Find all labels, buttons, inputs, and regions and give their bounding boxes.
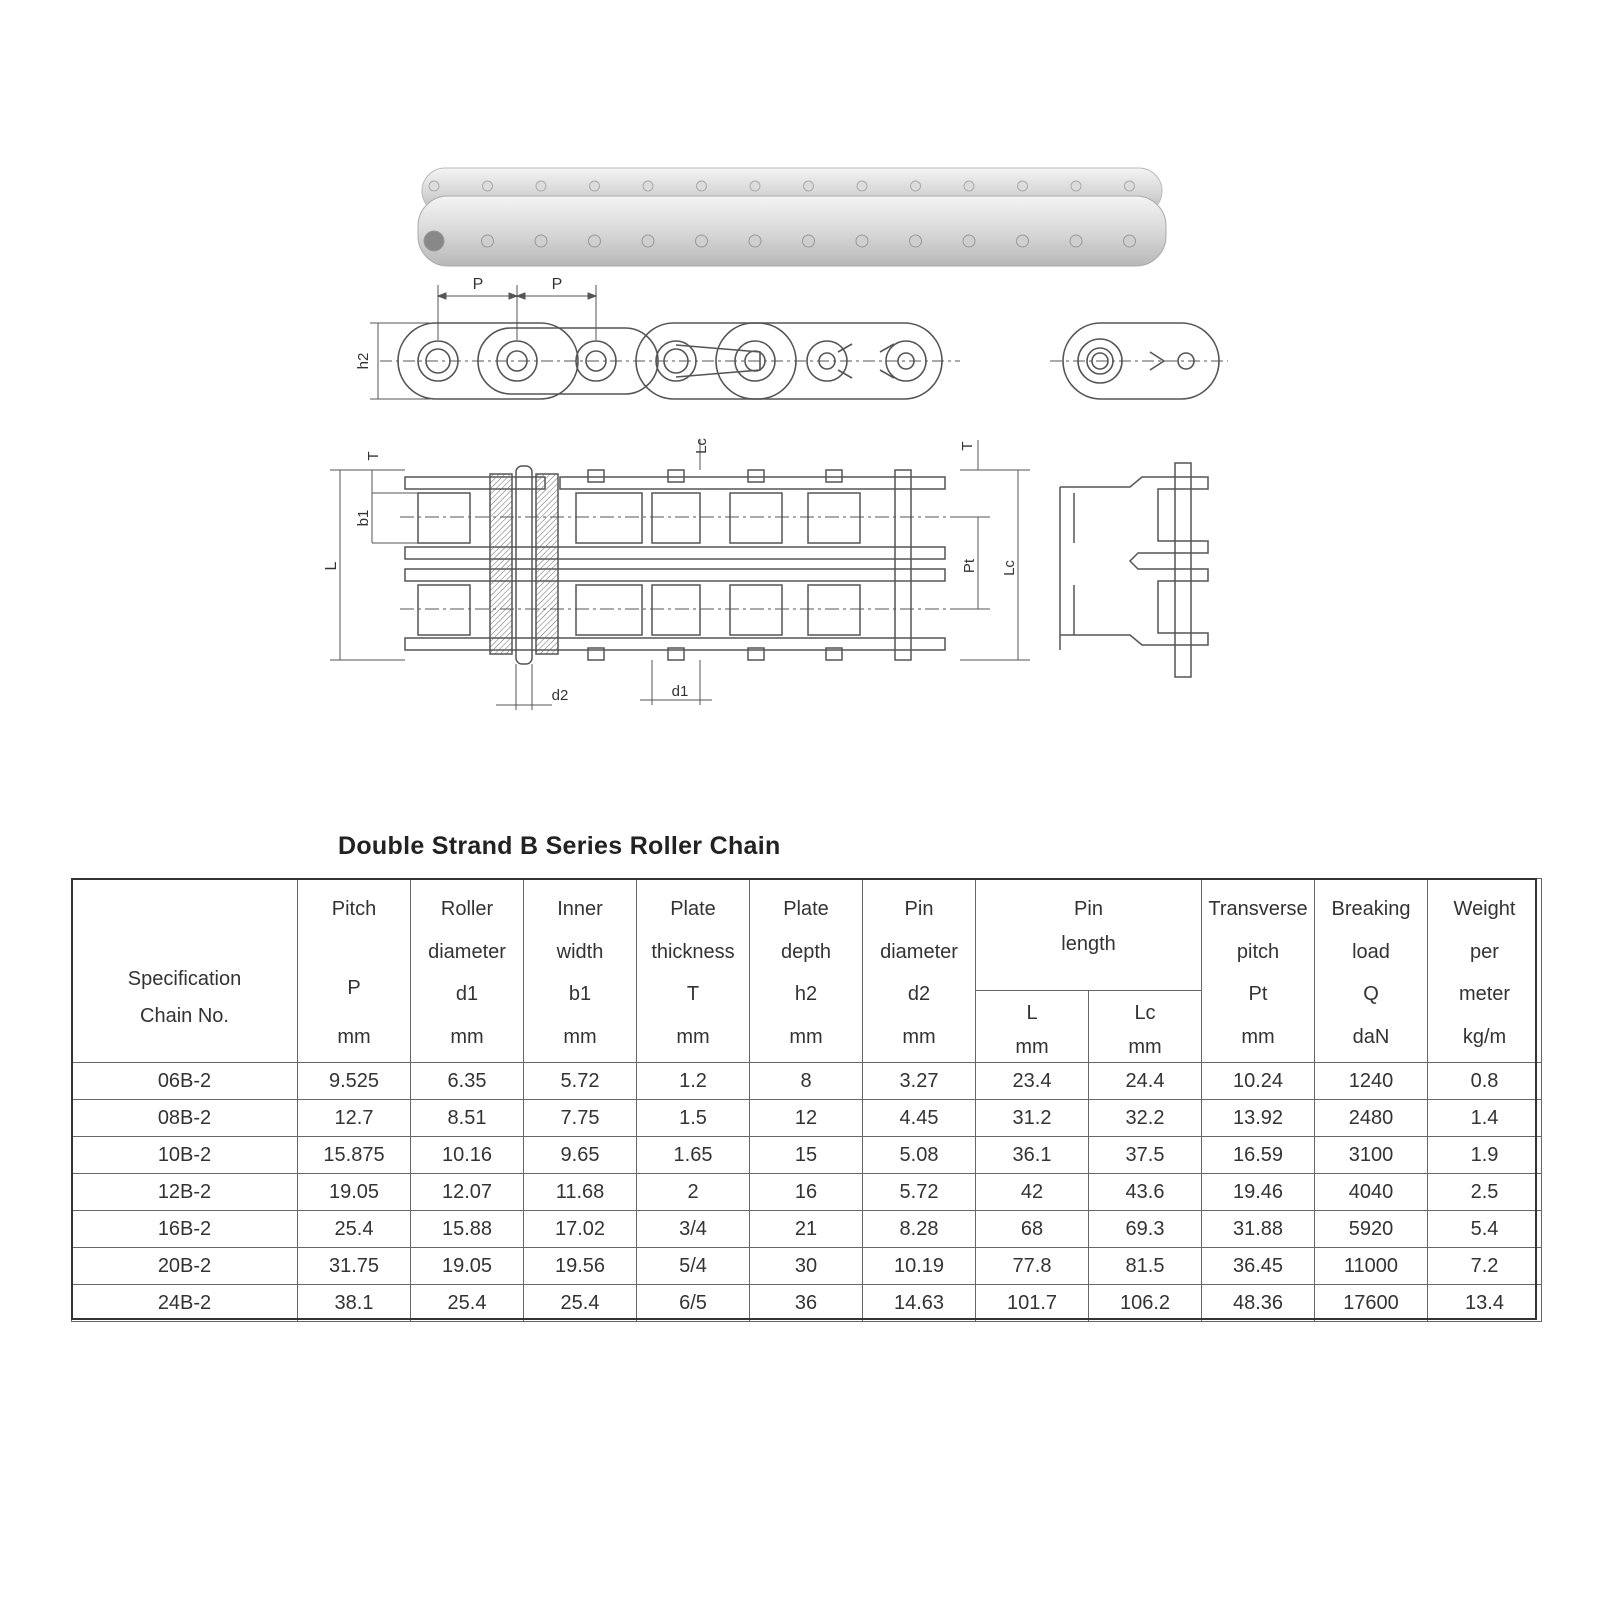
photo-pin <box>429 181 439 191</box>
table-cell: 15 <box>750 1137 863 1174</box>
photo-pin <box>696 235 708 247</box>
table-cell: 7.75 <box>524 1100 637 1137</box>
photo-pin <box>643 181 653 191</box>
chain-end-plan-view <box>1060 463 1208 677</box>
table-row <box>72 1063 1542 1100</box>
table-cell: 30 <box>750 1248 863 1285</box>
dim-label-t-right: T <box>959 441 976 451</box>
table-cell: 12.7 <box>298 1100 411 1137</box>
dim-label-pt: Pt <box>961 558 978 574</box>
dim-label-t-top: T <box>365 451 382 461</box>
table-cell: 1.9 <box>1428 1137 1542 1174</box>
table-cell: 2480 <box>1315 1100 1428 1137</box>
header-plate-depth: Plate depth h2 mm <box>750 879 863 1063</box>
table-cell: 15.875 <box>298 1137 411 1174</box>
photo-pin <box>589 235 601 247</box>
header-pin-length-lc: Lc mm <box>1089 991 1202 1063</box>
header-pin-diameter: Pin diameter d2 mm <box>863 879 976 1063</box>
table-cell: 101.7 <box>976 1285 1089 1322</box>
table-cell: 25.4 <box>411 1285 524 1322</box>
table-cell: 36.1 <box>976 1137 1089 1174</box>
table-cell: 6.35 <box>411 1063 524 1100</box>
photo-pin <box>910 235 922 247</box>
table-cell: 21 <box>750 1211 863 1248</box>
photo-pin <box>1017 235 1029 247</box>
table-cell: 38.1 <box>298 1285 411 1322</box>
chain-no-cell: 20B-2 <box>72 1248 298 1285</box>
table-cell: 5.08 <box>863 1137 976 1174</box>
table-row <box>72 1248 1542 1285</box>
spec-table <box>71 878 1542 1322</box>
table-cell: 15.88 <box>411 1211 524 1248</box>
table-cell: 11.68 <box>524 1174 637 1211</box>
header-roller-diameter: Roller diameter d1 mm <box>411 879 524 1063</box>
table-cell: 13.92 <box>1202 1100 1315 1137</box>
photo-pin <box>424 231 444 251</box>
table-cell: 23.4 <box>976 1063 1089 1100</box>
table-cell: 10.24 <box>1202 1063 1315 1100</box>
table-cell: 10.19 <box>863 1248 976 1285</box>
header-pitch: Pitch P mm <box>298 879 411 1063</box>
table-cell: 17600 <box>1315 1285 1428 1322</box>
table-cell: 36 <box>750 1285 863 1322</box>
chain-side-view <box>380 323 1228 399</box>
table-cell: 7.2 <box>1428 1248 1542 1285</box>
table-cell: 2 <box>637 1174 750 1211</box>
photo-pin <box>1125 181 1135 191</box>
header-row-1 <box>72 879 1542 991</box>
table-cell: 14.63 <box>863 1285 976 1322</box>
table-cell: 5920 <box>1315 1211 1428 1248</box>
table-cell: 25.4 <box>298 1211 411 1248</box>
table-cell: 17.02 <box>524 1211 637 1248</box>
dim-label-d1: d1 <box>671 683 689 700</box>
photo-pin <box>483 181 493 191</box>
table-cell: 36.45 <box>1202 1248 1315 1285</box>
chain-no-cell: 06B-2 <box>72 1063 298 1100</box>
table-cell: 1.2 <box>637 1063 750 1100</box>
chain-photo <box>418 168 1166 266</box>
header-pin-length-l: L mm <box>976 991 1089 1063</box>
chain-plan-view <box>400 466 950 664</box>
table-cell: 8 <box>750 1063 863 1100</box>
header-breaking-load: Breaking load Q daN <box>1315 879 1428 1063</box>
table-cell: 8.51 <box>411 1100 524 1137</box>
photo-pin <box>1124 235 1136 247</box>
table-row <box>72 1285 1542 1322</box>
table-cell: 43.6 <box>1089 1174 1202 1211</box>
table-cell: 25.4 <box>524 1285 637 1322</box>
photo-pin <box>856 235 868 247</box>
table-cell: 19.56 <box>524 1248 637 1285</box>
table-cell: 42 <box>976 1174 1089 1211</box>
photo-pin <box>697 181 707 191</box>
photo-pin <box>964 181 974 191</box>
photo-pin <box>804 181 814 191</box>
dim-label-b1: b1 <box>355 509 372 527</box>
dim-label-p2: P <box>551 276 563 293</box>
table-row <box>72 1174 1542 1211</box>
photo-pin <box>642 235 654 247</box>
table-cell: 2.5 <box>1428 1174 1542 1211</box>
table-cell: 0.8 <box>1428 1063 1542 1100</box>
chain-no-cell: 08B-2 <box>72 1100 298 1137</box>
photo-pin <box>1018 181 1028 191</box>
dim-label-h2: h2 <box>355 352 372 370</box>
dim-label-l: L <box>323 561 340 571</box>
table-cell: 13.4 <box>1428 1285 1542 1322</box>
dim-label-lc-side: Lc <box>1001 560 1018 576</box>
table-cell: 31.75 <box>298 1248 411 1285</box>
table-cell: 31.88 <box>1202 1211 1315 1248</box>
header-spec: Specification Chain No. <box>72 879 298 1063</box>
table-cell: 19.05 <box>298 1174 411 1211</box>
table-cell: 106.2 <box>1089 1285 1202 1322</box>
table-cell: 31.2 <box>976 1100 1089 1137</box>
table-cell: 3100 <box>1315 1137 1428 1174</box>
chain-no-cell: 24B-2 <box>72 1285 298 1322</box>
table-cell: 1.5 <box>637 1100 750 1137</box>
dim-label-p1: P <box>472 276 484 293</box>
table-title: Double Strand B Series Roller Chain <box>338 832 781 860</box>
table-row <box>72 1100 1542 1137</box>
chain-no-cell: 10B-2 <box>72 1137 298 1174</box>
chain-technical-drawing <box>0 0 1600 740</box>
photo-pin <box>590 181 600 191</box>
photo-pin <box>750 181 760 191</box>
header-pin-length: Pin length <box>976 879 1202 991</box>
pitch-dimension <box>438 285 596 340</box>
table-cell: 3/4 <box>637 1211 750 1248</box>
table-cell: 68 <box>976 1211 1089 1248</box>
table-cell: 19.46 <box>1202 1174 1315 1211</box>
photo-pin <box>1071 181 1081 191</box>
table-cell: 12 <box>750 1100 863 1137</box>
header-plate-thickness: Plate thickness T mm <box>637 879 750 1063</box>
table-cell: 9.65 <box>524 1137 637 1174</box>
photo-pin <box>857 181 867 191</box>
chain-no-cell: 16B-2 <box>72 1211 298 1248</box>
table-cell: 4040 <box>1315 1174 1428 1211</box>
dim-label-lc-top: Lc <box>693 438 710 454</box>
table-cell: 11000 <box>1315 1248 1428 1285</box>
header-transverse-pitch: Transverse pitch Pt mm <box>1202 879 1315 1063</box>
table-cell: 5.4 <box>1428 1211 1542 1248</box>
photo-pin <box>803 235 815 247</box>
photo-pin <box>535 235 547 247</box>
table-cell: 81.5 <box>1089 1248 1202 1285</box>
table-cell: 1.65 <box>637 1137 750 1174</box>
table-cell: 5.72 <box>863 1174 976 1211</box>
plan-dimensions <box>330 440 1030 710</box>
photo-pin <box>1070 235 1082 247</box>
table-row <box>72 1137 1542 1174</box>
photo-pin <box>749 235 761 247</box>
table-cell: 10.16 <box>411 1137 524 1174</box>
table-cell: 37.5 <box>1089 1137 1202 1174</box>
photo-pin <box>536 181 546 191</box>
table-cell: 48.36 <box>1202 1285 1315 1322</box>
table-cell: 1.4 <box>1428 1100 1542 1137</box>
chain-no-cell: 12B-2 <box>72 1174 298 1211</box>
table-cell: 5/4 <box>637 1248 750 1285</box>
table-cell: 16 <box>750 1174 863 1211</box>
table-cell: 69.3 <box>1089 1211 1202 1248</box>
table-cell: 3.27 <box>863 1063 976 1100</box>
table-row <box>72 1211 1542 1248</box>
header-inner-width: Inner width b1 mm <box>524 879 637 1063</box>
table-cell: 4.45 <box>863 1100 976 1137</box>
photo-pin <box>911 181 921 191</box>
table-cell: 19.05 <box>411 1248 524 1285</box>
table-cell: 32.2 <box>1089 1100 1202 1137</box>
table-cell: 1240 <box>1315 1063 1428 1100</box>
table-cell: 9.525 <box>298 1063 411 1100</box>
table-cell: 77.8 <box>976 1248 1089 1285</box>
table-cell: 16.59 <box>1202 1137 1315 1174</box>
table-cell: 6/5 <box>637 1285 750 1322</box>
table-cell: 12.07 <box>411 1174 524 1211</box>
table-cell: 8.28 <box>863 1211 976 1248</box>
table-cell: 5.72 <box>524 1063 637 1100</box>
photo-pin <box>963 235 975 247</box>
photo-pin <box>482 235 494 247</box>
dim-label-d2: d2 <box>551 687 569 704</box>
table-cell: 24.4 <box>1089 1063 1202 1100</box>
header-weight-per-meter: Weight per meter kg/m <box>1428 879 1542 1063</box>
